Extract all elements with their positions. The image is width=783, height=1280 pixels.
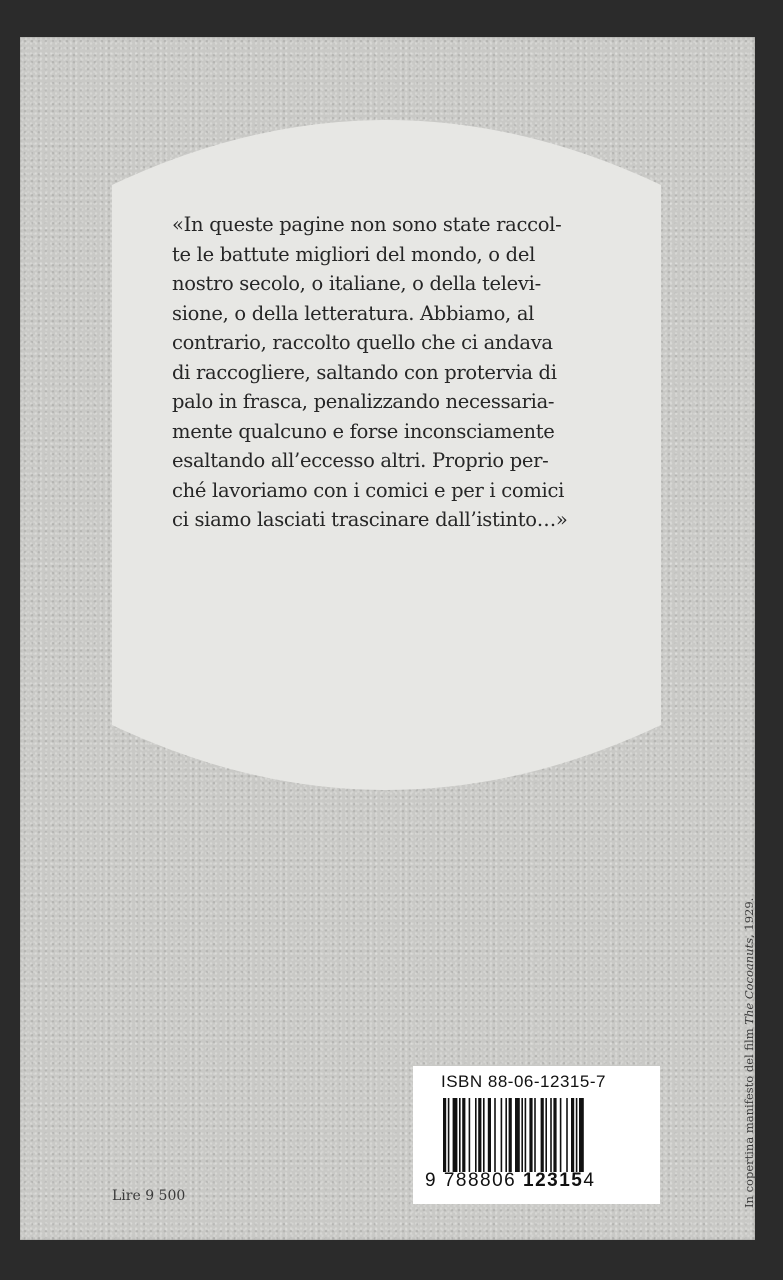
barcode-bar [448, 1098, 450, 1172]
barcode-bar [566, 1098, 568, 1172]
barcode-bar [550, 1098, 552, 1172]
barcode-bar [525, 1098, 527, 1172]
barcode-bar [483, 1098, 485, 1172]
barcode-bar [459, 1098, 461, 1172]
barcode-bar [509, 1098, 512, 1172]
back-cover-blurb: «In queste pagine non sono state raccol- te le battute migliori del mondo, o del nostro secolo, o italiane, o della televi- sione, o della letteratura. Abbiamo, al contrario, raccolto quello che ci andava di raccogliere, saltando con protervia di palo in frasca, penalizzando necessaria- mente qualcuno e forse inconsciamente esaltando all’eccesso altri. Proprio per- ché lavoriamo con i comici e per i comici ci siamo lasciati trascinare dall’istinto…» [172, 213, 568, 531]
book-back-cover [20, 37, 755, 1240]
barcode-bar [501, 1098, 503, 1172]
barcode-bar [529, 1098, 532, 1172]
barcode-digits-bold: 12315 [523, 1170, 584, 1191]
barcode-bar [494, 1098, 496, 1172]
cover-credit-film-title: The Cocoanuts [742, 937, 756, 1025]
barcode-bar [478, 1098, 481, 1172]
barcode-bar [521, 1098, 523, 1172]
barcode-label [413, 1066, 660, 1204]
barcode-bar [534, 1098, 536, 1172]
cover-credit-suffix: , 1929. [742, 897, 756, 938]
cover-credit-prefix: In copertina manifesto del film [742, 1024, 756, 1208]
barcode-bar [443, 1098, 446, 1172]
barcode-bar [571, 1098, 574, 1172]
barcode-bar [545, 1098, 547, 1172]
barcode-bars [443, 1098, 633, 1172]
barcode-bar [541, 1098, 544, 1172]
price-label: Lire 9 500 [112, 1188, 186, 1204]
barcode-bar [560, 1098, 562, 1172]
barcode-bar [469, 1098, 471, 1172]
isbn-text: ISBN 88-06-12315-7 [441, 1072, 606, 1091]
cover-credit [742, 898, 756, 1208]
barcode-digits-tail: 4 [583, 1170, 596, 1191]
barcode-bar [505, 1098, 507, 1172]
barcode-digits [425, 1170, 595, 1192]
barcode-bar [576, 1098, 578, 1172]
barcode-bar [488, 1098, 491, 1172]
barcode-digits-lead: 9 788806 [425, 1170, 524, 1191]
barcode-bar [475, 1098, 477, 1172]
barcode-bar [453, 1098, 458, 1172]
barcode-bar [462, 1098, 465, 1172]
barcode-bar [579, 1098, 584, 1172]
barcode-bar [515, 1098, 520, 1172]
barcode-bar [553, 1098, 556, 1172]
